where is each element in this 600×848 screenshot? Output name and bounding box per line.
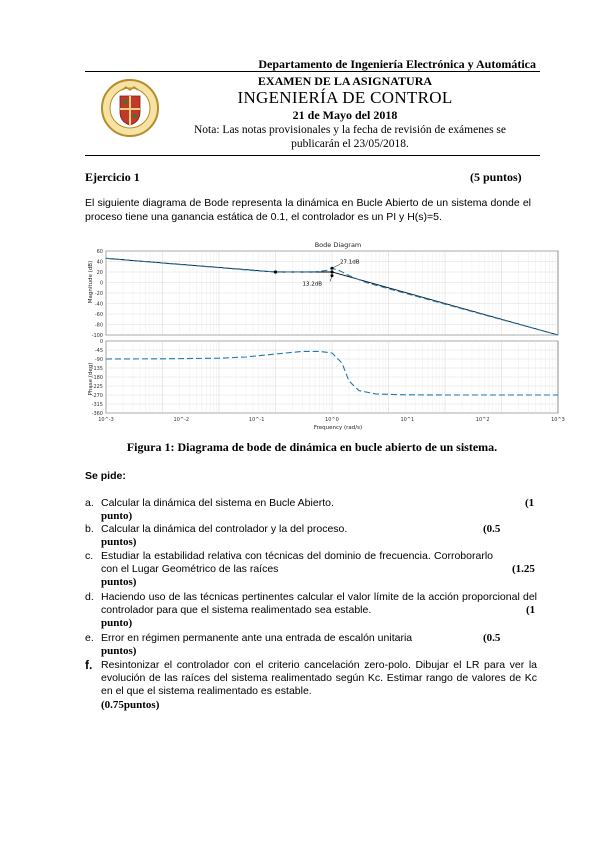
- item-points: (1.25: [512, 563, 535, 575]
- item-letter: f.: [85, 658, 93, 672]
- magnitude-y-tick-label: -40: [94, 301, 103, 308]
- item-letter: a.: [85, 497, 94, 509]
- figure-caption: Figura 1: Diagrama de bode de dinámica en bucle abierto de un sistema.: [126, 440, 498, 454]
- phase-y-tick-label: -225: [91, 384, 103, 390]
- chart-xlabel: Frequency (rad/s): [313, 425, 363, 431]
- x-tick-label: 10^2: [475, 417, 490, 423]
- phase-y-tick-label: -180: [91, 375, 103, 381]
- note-line-1: Nota: Las notas provisionales y la fecha de revisión de exámenes se: [194, 124, 506, 136]
- x-tick-label: 10^3: [551, 417, 565, 423]
- phase-y-tick-label: -135: [91, 366, 103, 372]
- item-text: Error en régimen permanente ante una entrada de escalón unitaria: [101, 632, 413, 644]
- list-item-f: [85, 659, 535, 713]
- item-text: Estudiar la estabilidad relativa con técnicas del dominio de frecuencia. Corroborarlo con el Lugar Geométrico de las raíces: [101, 550, 493, 575]
- item-points-unit: punto): [101, 617, 133, 629]
- se-pide-label: Se pide:: [85, 470, 126, 482]
- item-letter: b.: [85, 523, 94, 535]
- magnitude-breakpoint: [330, 270, 333, 273]
- phase-y-tick-label: -315: [91, 402, 103, 408]
- phase-y-tick-label: 0: [99, 339, 103, 345]
- annotation-label: 13.2dB: [302, 281, 322, 288]
- item-letter: e.: [85, 632, 94, 644]
- magnitude-y-tick-label: -60: [94, 312, 103, 318]
- header-bottom-rule: [85, 155, 540, 156]
- list-item-a: [85, 497, 535, 523]
- header-top-rule: [85, 71, 540, 72]
- item-letter: c.: [85, 550, 94, 562]
- magnitude-y-tick-label: 20: [96, 270, 103, 276]
- exercise-intro: El siguiente diagrama de Bode representa la dinámica en Bucle Abierto de un sistema donde el proceso tiene una ganancia estática de 0.1, el controlador es un PI y H(s)=5.: [85, 197, 531, 223]
- item-text: Resintonizar el controlador con el criterio cancelación zero-polo. Dibujar el LR para ver la evolución de las raíces del sistema realimentado según Kc. Estimar rango de valores de Kc en el que el sistema realimentado es estable.: [101, 659, 537, 697]
- item-points: (1: [526, 604, 536, 616]
- item-points: (0.5: [483, 523, 501, 535]
- subject-title: INGENIERÍA DE CONTROL: [237, 88, 453, 107]
- magnitude-y-tick-label: 40: [96, 259, 103, 266]
- exam-date: 21 de Mayo del 2018: [292, 108, 398, 122]
- list-item-b: [85, 523, 535, 549]
- magnitude-y-tick-label: -100: [91, 333, 103, 339]
- exercise-title: Ejercicio 1: [85, 170, 140, 184]
- x-tick-label: 10^0: [325, 417, 339, 423]
- chart-title: Bode Diagram: [314, 241, 362, 249]
- phase-y-tick-label: -90: [94, 357, 103, 363]
- magnitude-ylabel: Magnitude (dB): [88, 260, 94, 304]
- x-tick-label: 10^1: [400, 417, 415, 423]
- exam-label: EXAMEN DE LA ASIGNATURA: [257, 74, 433, 88]
- item-points-unit: puntos): [101, 576, 137, 588]
- phase-y-tick-label: -270: [91, 393, 103, 399]
- phase-ylabel: Phase (deg): [88, 362, 94, 396]
- bode-diagram: [70, 237, 570, 433]
- item-letter: d.: [85, 591, 94, 603]
- department-name: Departamento de Ingeniería Electrónica y Automática: [258, 57, 536, 71]
- list-item-c: [85, 550, 535, 590]
- publication-note: [180, 123, 520, 151]
- x-tick-label: 10^-1: [248, 417, 265, 423]
- item-points: (0.75puntos): [101, 699, 160, 711]
- phase-y-tick-label: -360: [91, 411, 103, 417]
- phase-y-tick-label: -45: [94, 348, 103, 354]
- magnitude-breakpoint: [274, 270, 277, 273]
- item-points-unit: punto): [101, 510, 133, 522]
- magnitude-y-tick-label: 60: [96, 249, 103, 255]
- university-logo: [100, 78, 160, 138]
- x-tick-label: 10^-2: [173, 417, 190, 423]
- magnitude-y-tick-label: 0: [99, 280, 103, 287]
- item-points-unit: puntos): [101, 536, 137, 548]
- x-tick-label: 10^-3: [98, 417, 114, 423]
- item-points: (0.5: [483, 632, 501, 644]
- list-item-e: [85, 632, 535, 658]
- item-text: Haciendo uso de las técnicas pertinentes calcular el valor límite de la acción proporcional del controlador para que el sistema realimentado sea estable.: [101, 591, 537, 616]
- magnitude-y-tick-label: -20: [94, 291, 103, 297]
- item-points-unit: puntos): [101, 645, 137, 657]
- item-points: (1: [525, 497, 535, 509]
- annotation-label: 27.1dB: [340, 259, 360, 266]
- magnitude-y-tick-label: -80: [94, 322, 103, 329]
- list-item-d: [85, 591, 535, 631]
- exercise-points: (5 puntos): [470, 170, 522, 184]
- item-text: Calcular la dinámica del sistema en Bucle Abierto.: [101, 497, 334, 509]
- note-line-2: publicarán el 23/05/2018.: [291, 138, 409, 150]
- item-text: Calcular la dinámica del controlador y la del proceso.: [101, 523, 348, 535]
